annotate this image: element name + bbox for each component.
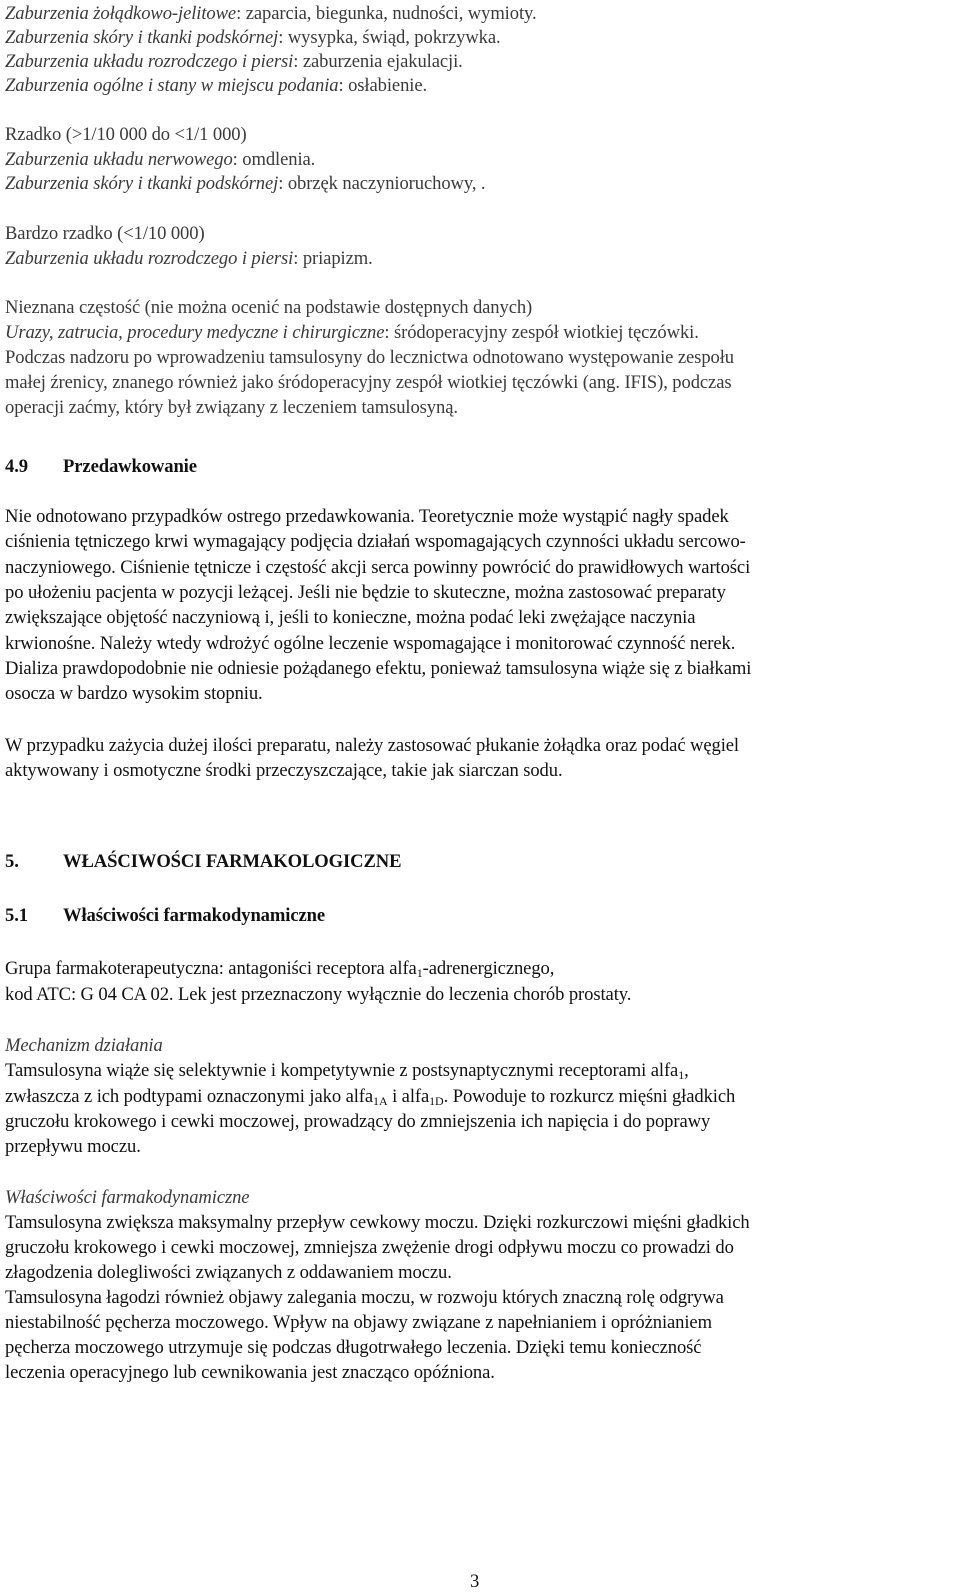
text-line: ciśnienia tętniczego krwi wymagający podjęcia działań wspomagających czynności układu sercowo- (5, 531, 746, 552)
text-line: kod ATC: G 04 CA 02. Lek jest przeznaczony wyłącznie do leczenia chorób prostaty. (5, 984, 632, 1005)
text-line: gruczołu krokowego i cewki moczowej, zmniejsza zwężenie drogi odpływu moczu co prowadzi do (5, 1237, 734, 1258)
text-line: pęcherza moczowego utrzymuje się podczas długotrwałego leczenia. Dzięki temu konieczność (5, 1337, 702, 1358)
text-line: małej źrenicy, znanego również jako śródoperacyjny zespół wiotkiej tęczówki (ang. IFIS), podczas (5, 372, 732, 393)
frequency-heading: Bardzo rzadko (<1/10 000) (5, 223, 205, 244)
text-line: Urazy, zatrucia, procedury medyczne i chirurgiczne: śródoperacyjny zespół wiotkiej tęczówki. (5, 322, 699, 343)
text-line: Zaburzenia układu rozrodczego i piersi: priapizm. (5, 248, 373, 269)
text-line: krwionośne. Należy wtedy wdrożyć ogólne leczenie wspomagające i monitorować czynność nerek. (5, 633, 736, 654)
section-heading-5: 5. WŁAŚCIWOŚCI FARMAKOLOGICZNE (5, 851, 402, 872)
text-line: Zaburzenia układu nerwowego: omdlenia. (5, 149, 316, 170)
text-line: aktywowany i osmotyczne środki przeczyszczające, takie jak siarczan sodu. (5, 760, 563, 781)
text-line: gruczołu krokowego i cewki moczowej, prowadzący do zmniejszenia ich napięcia i do poprawy (5, 1111, 711, 1132)
subheading-mechanism: Mechanizm działania (5, 1035, 163, 1056)
text-line: W przypadku zażycia dużej ilości preparatu, należy zastosować płukanie żołądka oraz podać węgiel (5, 735, 739, 756)
text-line: Grupa farmakoterapeutyczna: antagoniści receptora alfa$_1$-adrenergicznego, (5, 958, 555, 980)
text-line: leczenia operacyjnego lub cewnikowania jest znacząco opóźniona. (5, 1362, 495, 1383)
text-line: złagodzenia dolegliwości związanych z oddawaniem moczu. (5, 1262, 452, 1283)
text-line: naczyniowego. Ciśnienie tętnicze i częstość akcji serca powinny powrócić do prawidłowych wartości (5, 557, 751, 578)
text-line: Tamsulosyna łagodzi również objawy zalegania moczu, w rozwoju których znaczną rolę odgrywa (5, 1287, 724, 1308)
section-heading-5-1: 5.1 Właściwości farmakodynamiczne (5, 905, 326, 926)
text-line: Zaburzenia skóry i tkanki podskórnej: wysypka, świąd, pokrzywka. (5, 27, 501, 48)
text-line: niestabilność pęcherza moczowego. Wpływ na objawy związane z napełnianiem i opróżnianiem (5, 1312, 712, 1333)
text-line: operacji zaćmy, który był związany z leczeniem tamsulosyną. (5, 397, 458, 418)
text-line: Zaburzenia ogólne i stany w miejscu podania: osłabienie. (5, 75, 428, 96)
text-line: zwłaszcza z ich podtypami oznaczonymi jako alfa$_{1A}$ i alfa$_{1D}$. Powoduje to rozkurcz mięśni gładkich (5, 1086, 736, 1108)
text-line: przepływu moczu. (5, 1136, 141, 1157)
subheading-pd-properties: Właściwości farmakodynamiczne (5, 1187, 250, 1208)
page-number: 3 (470, 1571, 480, 1592)
section-heading-4-9: 4.9 Przedawkowanie (5, 456, 197, 477)
text-line: Dializa prawdopodobnie nie odniesie pożądanego efektu, ponieważ tamsulosyna wiąże się z białkami (5, 658, 752, 679)
text-line: Zaburzenia skóry i tkanki podskórnej: obrzęk naczynioruchowy, . (5, 173, 486, 194)
text-line: Zaburzenia żołądkowo-jelitowe: zaparcia, biegunka, nudności, wymioty. (5, 3, 537, 24)
text-line: osocza w bardzo wysokim stopniu. (5, 683, 263, 704)
text-line: Tamsulosyna zwiększa maksymalny przepływ cewkowy moczu. Dzięki rozkurczowi mięśni gładkich (5, 1212, 750, 1233)
frequency-heading: Rzadko (>1/10 000 do <1/1 000) (5, 124, 247, 145)
text-line: Zaburzenia układu rozrodczego i piersi: zaburzenia ejakulacji. (5, 51, 463, 72)
text-line: Podczas nadzoru po wprowadzeniu tamsulosyny do lecznictwa odnotowano występowanie zespołu (5, 347, 734, 368)
text-line: Tamsulosyna wiąże się selektywnie i kompetytywnie z postsynaptycznymi receptorami alfa$_1$, (5, 1060, 689, 1082)
text-line: zwiększające objętość naczyniową i, jeśli to konieczne, można podać leki zwężające naczynia (5, 607, 696, 628)
frequency-heading: Nieznana częstość (nie można ocenić na podstawie dostępnych danych) (5, 297, 533, 318)
text-line: po ułożeniu pacjenta w pozycji leżącej. Jeśli nie będzie to skuteczne, można zastosować preparaty (5, 582, 726, 603)
text-line: Nie odnotowano przypadków ostrego przedawkowania. Teoretycznie może wystąpić nagły spadek (5, 506, 729, 527)
